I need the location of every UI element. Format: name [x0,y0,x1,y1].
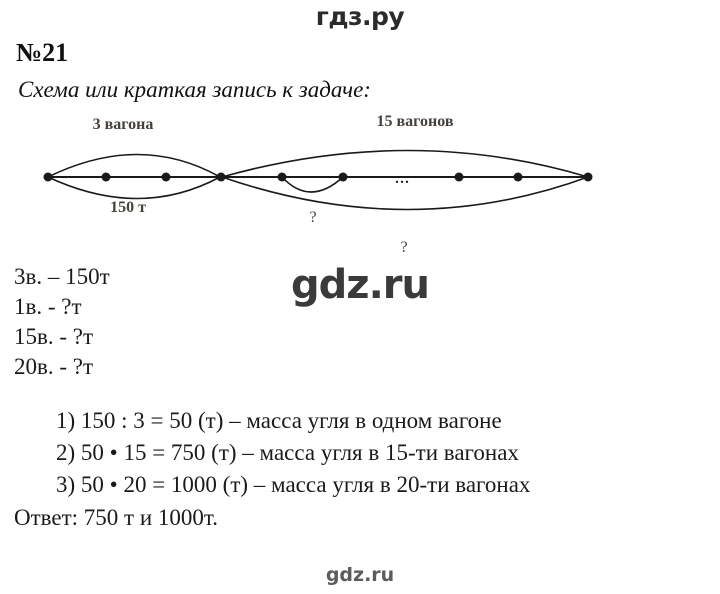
solution-step: 1) 150 : 3 = 50 (т) – масса угля в одном вагоне [56,408,502,433]
scheme-dots: ... [394,166,410,188]
task-intro: Схема или краткая запись к задаче: [18,77,371,102]
note-line: 1в. - ?т [14,294,82,319]
scheme-label-right: 15 вагонов [376,113,454,130]
watermark-center: gdz.ru [291,262,429,308]
scheme-label-unknown-small: ? [309,209,317,226]
answer-line: Ответ: 750 т и 1000т. [14,505,218,530]
short-notes [14,262,110,382]
scheme-label-unknown-big: ? [400,239,408,256]
solution-step: 3) 50 • 20 = 1000 (т) – масса угля в 20-ти вагонах [56,472,531,497]
note-line: 3в. – 150т [14,264,110,289]
scheme-label-left: 3 вагона [92,116,154,133]
note-line: 20в. - ?т [14,354,94,379]
note-line: 15в. - ?т [14,324,94,349]
solution-step: 2) 50 • 15 = 750 (т) – масса угля в 15-ти вагонах [56,440,519,465]
solution-steps [14,405,714,501]
scheme-label-mass: 150 т [110,199,146,216]
watermark-bottom: gdz.ru [325,564,395,586]
scheme-diagram [10,112,630,257]
task-number: №21 [16,38,69,67]
watermark-top: гдз.ру [315,2,405,31]
